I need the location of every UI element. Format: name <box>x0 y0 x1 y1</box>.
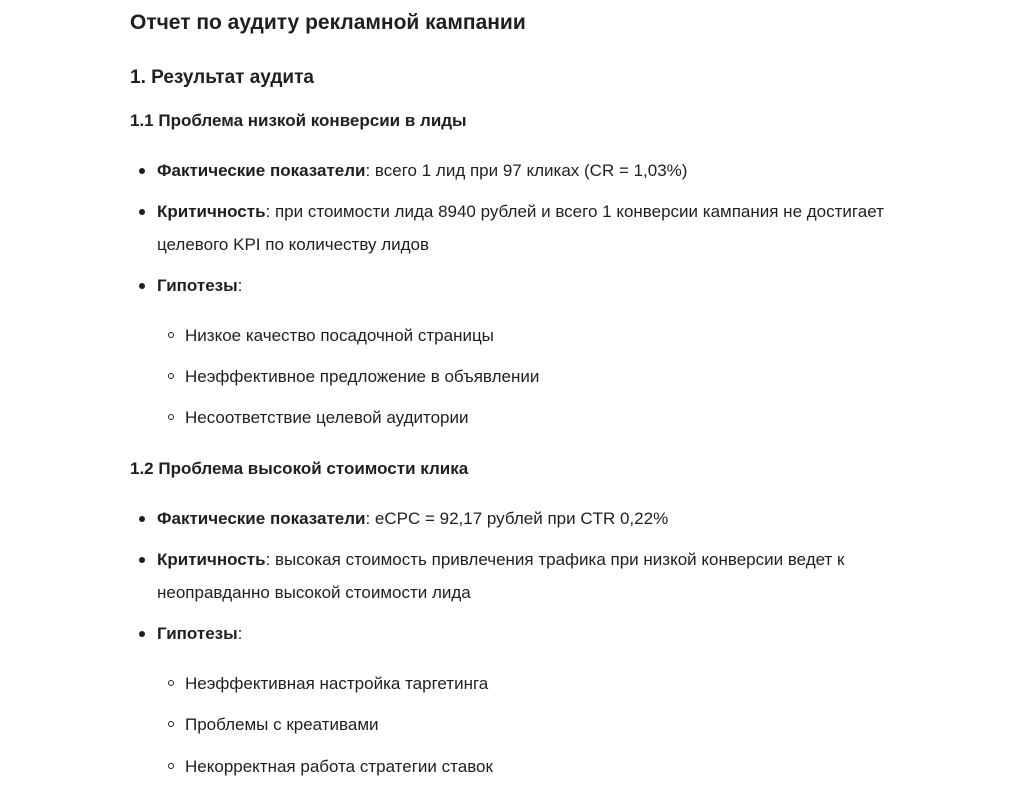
hypothesis-item: Неэффективная настройка таргетинга <box>185 672 488 696</box>
list-item-criticality <box>157 195 957 261</box>
list-item-facts <box>157 502 957 535</box>
list-item-text: : <box>237 276 243 295</box>
list-item-label: Гипотезы <box>157 624 238 643</box>
page-title: Отчет по аудиту рекламной кампании <box>130 11 526 34</box>
list-item-text: : <box>237 624 243 643</box>
section-heading: 1. Результат аудита <box>130 67 314 88</box>
list-item-label: Гипотезы <box>157 276 238 295</box>
list-item-text: : eCPC = 92,17 рублей при CTR 0,22% <box>365 509 669 528</box>
hypothesis-item: Низкое качество посадочной страницы <box>185 324 494 348</box>
hypothesis-item: Неэффективное предложение в объявлении <box>185 365 539 389</box>
hypothesis-item: Несоответствие целевой аудитории <box>185 406 469 430</box>
list-item-label: Критичность <box>157 550 266 569</box>
list-item-hypotheses <box>157 617 957 650</box>
hypothesis-item: Некорректная работа стратегии ставок <box>185 755 493 779</box>
list-item-facts <box>157 154 957 187</box>
list-item-text: : всего 1 лид при 97 кликах (CR = 1,03%) <box>365 161 688 180</box>
subsection-heading: 1.1 Проблема низкой конверсии в лиды <box>130 111 467 130</box>
list-item-text: : высокая стоимость привлечения трафика при низкой конверсии ведет к неоправданно высокой стоимости лида <box>157 550 845 602</box>
list-item-criticality <box>157 543 957 609</box>
subsection-heading: 1.2 Проблема высокой стоимости клика <box>130 459 469 478</box>
list-item-text: : при стоимости лида 8940 рублей и всего 1 конверсии кампания не достигает целевого KPI по количеству лидов <box>157 202 884 254</box>
list-item-label: Критичность <box>157 202 266 221</box>
list-item-label: Фактические показатели <box>157 161 366 180</box>
hypothesis-item: Проблемы с креативами <box>185 713 379 737</box>
list-item-hypotheses <box>157 269 957 302</box>
list-item-label: Фактические показатели <box>157 509 366 528</box>
